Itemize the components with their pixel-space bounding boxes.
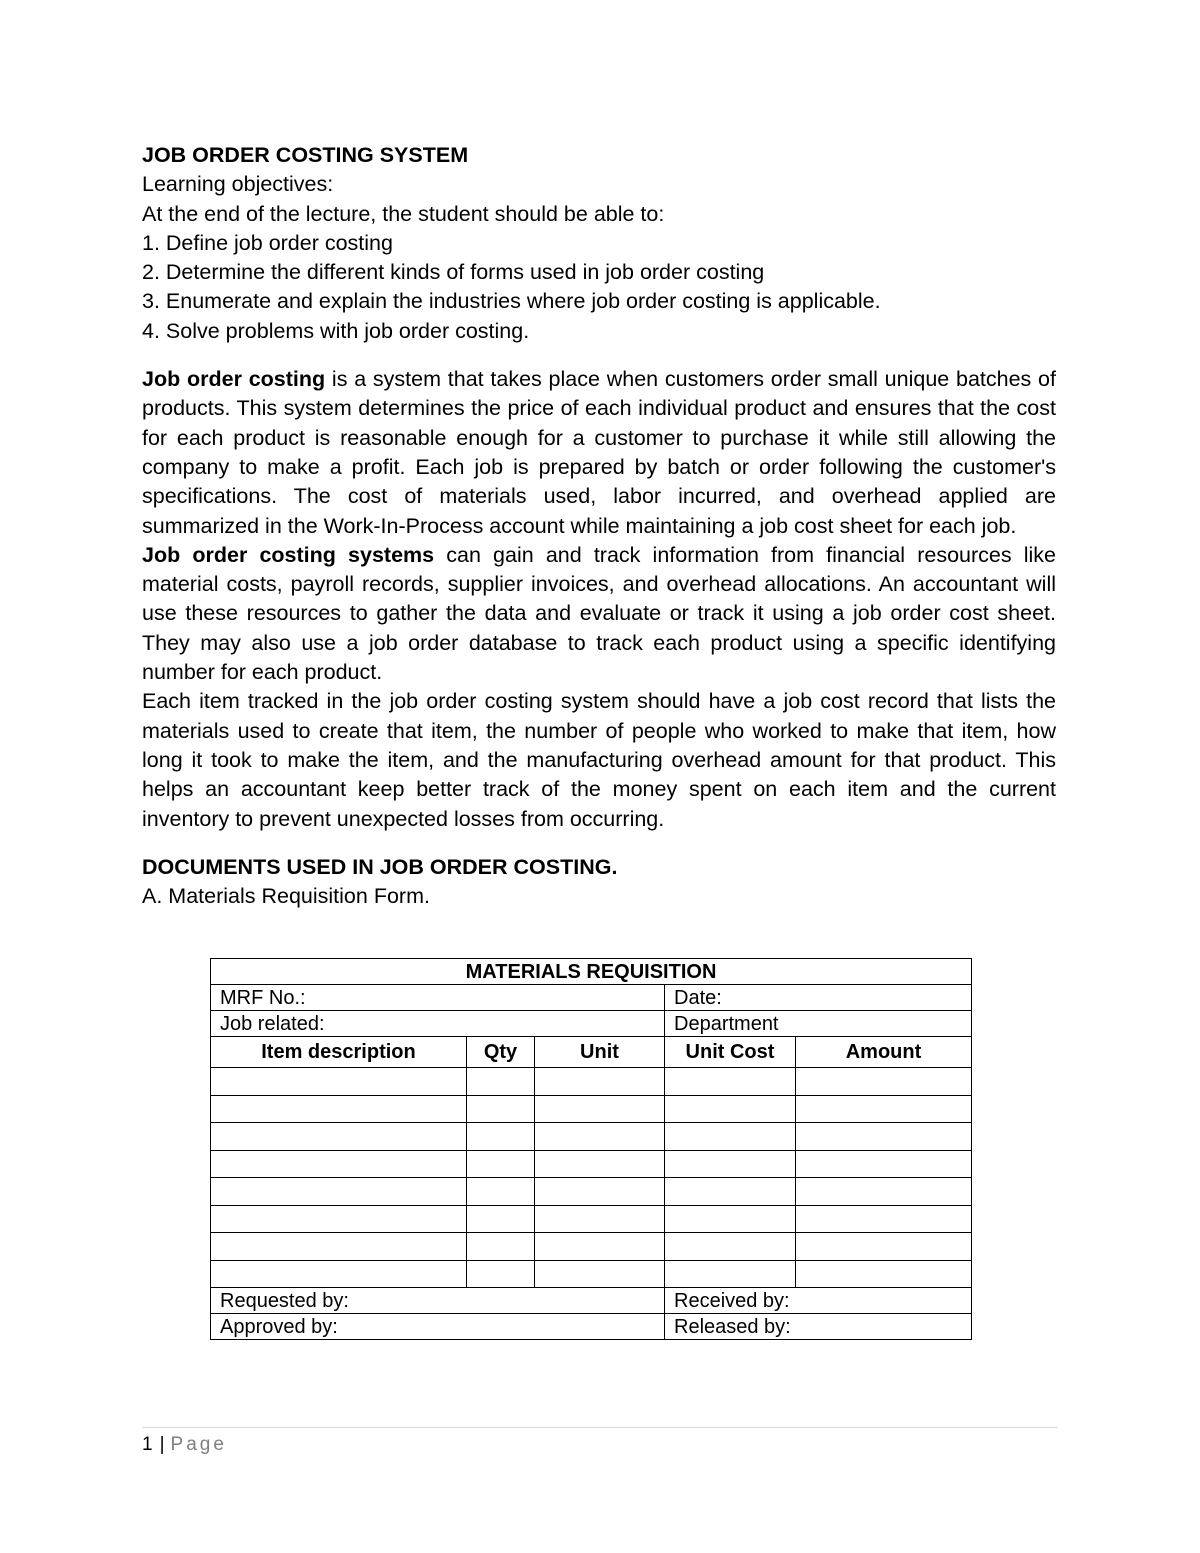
table-row bbox=[211, 1260, 972, 1288]
job-related-field: Job related: bbox=[211, 1011, 665, 1037]
paragraph-job-order-costing bbox=[142, 365, 1056, 541]
paragraph-text: can gain and track information from financial resources like material costs, payroll records, supplier invoices, and overhead allocations. An accountant will use these resources to gather the data and evaluate or track it using a job order cost sheet. They may also use a job order database to track each product using a specific identifying number for each product. bbox=[142, 542, 1056, 685]
documents-subheading: A. Materials Requisition Form. bbox=[142, 884, 430, 909]
paragraph-lead: Job order costing bbox=[142, 367, 326, 392]
column-header-item-description: Item description bbox=[211, 1037, 467, 1068]
document-title: JOB ORDER COSTING SYSTEM bbox=[142, 143, 469, 167]
paragraph-lead: Job order costing systems bbox=[142, 542, 435, 567]
released-by-field: Released by: bbox=[665, 1314, 972, 1340]
table-row bbox=[211, 1095, 972, 1123]
objectives-intro: At the end of the lecture, the student should be able to: bbox=[142, 201, 665, 226]
table-row bbox=[211, 1123, 972, 1151]
column-header-amount: Amount bbox=[796, 1037, 972, 1068]
column-header-row bbox=[211, 1037, 972, 1068]
table-row bbox=[211, 1178, 972, 1206]
table-row bbox=[211, 1233, 972, 1261]
table-row bbox=[211, 1068, 972, 1096]
table-row bbox=[211, 1205, 972, 1233]
paragraph-job-order-costing-systems bbox=[142, 541, 1056, 687]
page-number: 1 bbox=[142, 1434, 153, 1455]
table-row bbox=[211, 1150, 972, 1178]
column-header-unit-cost: Unit Cost bbox=[665, 1037, 796, 1068]
form-title: MATERIALS REQUISITION bbox=[211, 959, 972, 985]
objective-item: 2. Determine the different kinds of forms used in job order costing bbox=[142, 260, 765, 285]
page-label: Page bbox=[170, 1434, 227, 1455]
materials-requisition-form bbox=[210, 958, 972, 1340]
mrf-number-field: MRF No.: bbox=[211, 985, 665, 1011]
objective-item: 1. Define job order costing bbox=[142, 230, 393, 255]
objective-item: 3. Enumerate and explain the industries where job order costing is applicable. bbox=[142, 289, 881, 314]
department-field: Department bbox=[665, 1011, 972, 1037]
page-content bbox=[142, 141, 1056, 911]
footer-divider bbox=[142, 1427, 1058, 1428]
paragraph-job-cost-record bbox=[142, 687, 1056, 833]
paragraph-text: is a system that takes place when customers order small unique batches of products. This system determines the price of each individual product and ensures that the cost for each product is reasonable enough for a customer to purchase it while still allowing the company to make a profit. Each job is prepared by batch or order following the customer's specifications. The cost of materials used, labor incurred, and overhead applied are summarized in the Work-In-Process account while maintaining a job cost sheet for each job. bbox=[142, 367, 1056, 538]
received-by-field: Received by: bbox=[665, 1288, 972, 1314]
footer-separator: | bbox=[159, 1434, 165, 1455]
requested-by-field: Requested by: bbox=[211, 1288, 665, 1314]
objectives-heading: Learning objectives: bbox=[142, 172, 334, 197]
objective-item: 4. Solve problems with job order costing. bbox=[142, 318, 530, 343]
column-header-qty: Qty bbox=[467, 1037, 535, 1068]
paragraph-text: Each item tracked in the job order costing system should have a job cost record that lists the materials used to create that item, the number of people who worked to make that item, how long it took to make the item, and the manufacturing overhead amount for that product. This helps an accountant keep better track of the money spent on each item and the current inventory to prevent unexpected losses from occurring. bbox=[142, 689, 1056, 831]
date-field: Date: bbox=[665, 985, 972, 1011]
documents-heading: DOCUMENTS USED IN JOB ORDER COSTING. bbox=[142, 854, 618, 879]
page-footer bbox=[142, 1433, 227, 1457]
approved-by-field: Approved by: bbox=[211, 1314, 665, 1340]
column-header-unit: Unit bbox=[535, 1037, 665, 1068]
